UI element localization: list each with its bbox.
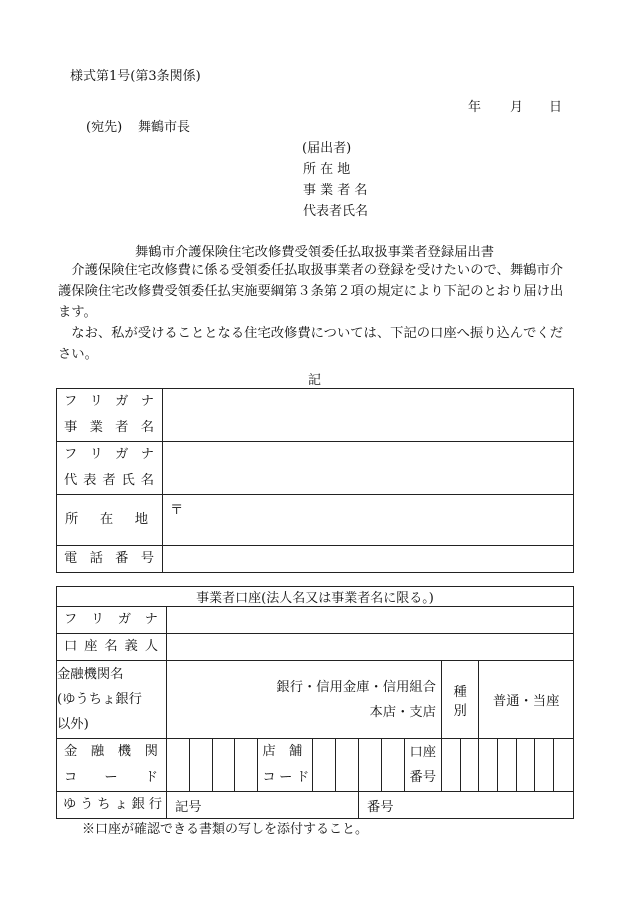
account-number-digit[interactable] (516, 739, 535, 792)
date-year: 年 (468, 100, 482, 115)
institution-label-2: (ゆうちょ銀行 (57, 692, 142, 707)
applicant-representative: 代表者氏名 (303, 204, 369, 219)
furigana-label: フ リ ガ ナ (64, 394, 154, 409)
branch-code-label-2: コ ー ド (262, 770, 310, 785)
account-type-options[interactable]: 普通・当座 (479, 661, 574, 739)
furigana-label: フ リ ガ ナ (64, 447, 154, 462)
institution-code-digit[interactable] (189, 739, 212, 792)
representative-field[interactable] (163, 442, 574, 495)
phone-label: 電 話 番 号 (64, 551, 154, 566)
address-field[interactable] (163, 495, 574, 546)
applicant-table (56, 388, 574, 573)
institution-code-label-1: 金 融 機 関 (64, 744, 158, 759)
document-title: 舞鶴市介護保険住宅改修費受領委任払取扱事業者登録届出書 (135, 245, 495, 260)
account-number-label-1: 口座 (409, 745, 437, 760)
account-furigana-label-cell (57, 607, 167, 634)
addressee-prefix: (宛先) (86, 120, 123, 135)
address-label-cell (57, 495, 163, 546)
address-label: 所 在 地 (65, 512, 148, 527)
account-number-digit[interactable] (535, 739, 554, 792)
bank-type-options: 銀行・信用金庫・信用組合 (276, 679, 436, 695)
body-paragraph-2: なお、私が受けることとなる住宅改修費については、下記の口座へ振り込んでください。 (58, 326, 564, 362)
yucho-kigo-field[interactable] (167, 792, 359, 819)
yucho-label: ゆ う ち ょ 銀 行 (63, 797, 162, 812)
institution-code-digit[interactable] (212, 739, 235, 792)
account-type-label: 種 別 (441, 661, 478, 739)
account-number-label-cell (404, 739, 441, 792)
institution-label-cell (57, 661, 167, 739)
branch-code-digit[interactable] (358, 739, 381, 792)
account-number-digit[interactable] (441, 739, 460, 792)
body-paragraph-1: 介護保険住宅改修費に係る受領委任払取扱事業者の登録を受けたいので、舞鶴市介護保険住宅改修費受領委任払実施要綱第３条第２項の規定により下記のとおり届け出ます。 (58, 263, 564, 320)
ki-label: 記 (308, 373, 322, 388)
bank-account-table (56, 586, 574, 819)
account-furigana-field[interactable] (167, 607, 574, 634)
business-name-field[interactable] (163, 389, 574, 442)
institution-code-digit[interactable] (167, 739, 190, 792)
account-holder-field[interactable] (167, 634, 574, 661)
branch-code-digit[interactable] (313, 739, 336, 792)
institution-code-digit[interactable] (235, 739, 258, 792)
account-number-digit[interactable] (460, 739, 479, 792)
representative-label: 代 表 者 氏 名 (64, 473, 154, 488)
business-name-label: 事 業 者 名 (64, 420, 154, 435)
representative-label-cell (57, 442, 163, 495)
account-number-digit[interactable] (498, 739, 517, 792)
institution-label-1: 金融機関名 (57, 667, 124, 682)
account-number-label-2: 番号 (409, 770, 437, 785)
branch-code-label-1: 店 舗 (262, 744, 303, 759)
institution-code-label-cell (57, 739, 167, 792)
postal-mark: 〒 (170, 503, 184, 518)
date-day: 日 (549, 100, 563, 115)
applicant-address: 所 在 地 (303, 162, 351, 177)
account-header: 事業者口座(法人名又は事業者名に限る。) (57, 587, 574, 607)
institution-label-3: 以外) (57, 717, 89, 732)
account-holder-label: 口 座 名 義 人 (64, 639, 158, 654)
account-holder-label-cell (57, 634, 167, 661)
branch-code-label-cell (258, 739, 313, 792)
account-number-digit[interactable] (479, 739, 498, 792)
applicant-business-name: 事 業 者 名 (303, 183, 368, 198)
branch-type-options: 本店・支店 (369, 704, 436, 720)
date-month: 月 (510, 100, 524, 115)
account-number-digit[interactable] (554, 739, 574, 792)
business-name-label-cell (57, 389, 163, 442)
form-number: 様式第1号(第3条関係) (70, 69, 201, 84)
yucho-bango-field[interactable] (358, 792, 573, 819)
institution-field[interactable] (167, 661, 442, 739)
institution-code-label-2: コ ー ド (64, 770, 158, 785)
phone-field[interactable] (163, 546, 574, 573)
attachment-note: ※口座が確認できる書類の写しを添付すること。 (82, 822, 369, 837)
branch-code-digit[interactable] (381, 739, 404, 792)
applicant-label: (届出者) (302, 141, 352, 156)
kigo-label: 記号 (175, 799, 202, 815)
phone-label-cell (57, 546, 163, 573)
yucho-label-cell (57, 792, 167, 819)
furigana-label: フ リ ガ ナ (64, 612, 158, 627)
addressee: 舞鶴市長 (138, 120, 191, 135)
bango-label: 番号 (366, 799, 394, 815)
branch-code-digit[interactable] (336, 739, 359, 792)
